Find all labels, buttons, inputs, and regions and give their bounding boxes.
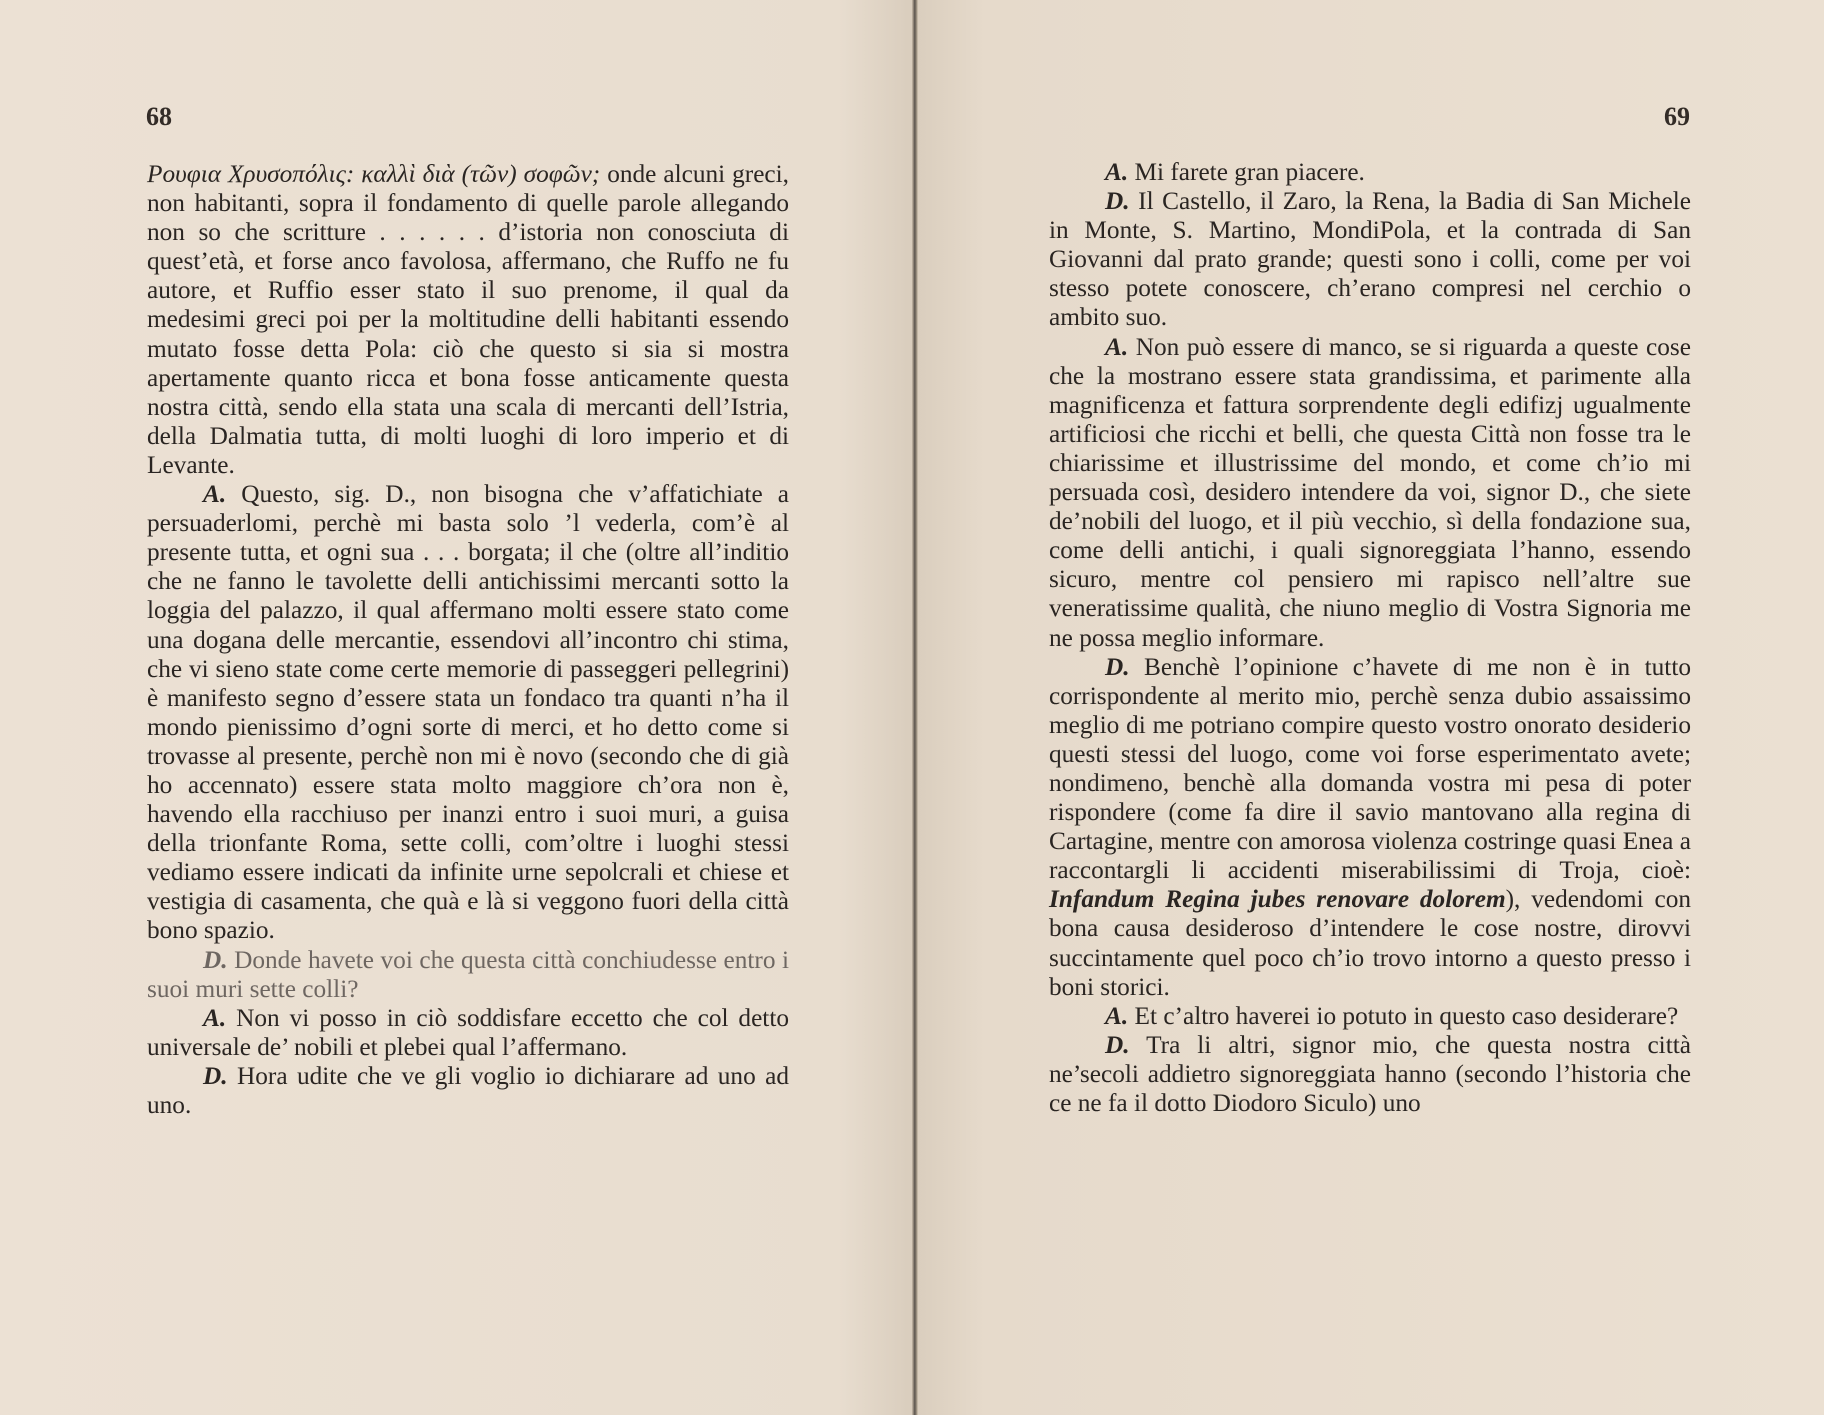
paragraph-text: Il Castello, il Zaro, la Rena, la Badia di San Michele in Monte, S. Martino, MondiPola, et la contrada di San Giovanni dal prato grande; questi sono i colli, come per voi stesso potete conoscere, ch’erano compresi nel cerchio o ambito suo.: [1049, 187, 1691, 332]
speaker-label: D.: [203, 1061, 228, 1090]
paragraph: [1049, 1002, 1691, 1031]
paragraph-text: Benchè l’opinione c’havete di me non è in tutto corrispondente al merito mio, perchè senza dubio assaissimo meglio di me potriano compire questo vostro onorato desiderio questi stessi del luogo, come voi forse esperimentato avete; nondimeno, benchè alla domanda vostra mi pesa di poter rispondere (come fa dire il savio mantovano alla regina di Cartagine, mentre con amorosa violenza costringe quasi Enea a raccontargli li accidenti miserabilissimi di Troja, cioè:: [1049, 652, 1691, 885]
paragraph: [1049, 653, 1691, 1002]
page-number: 68: [146, 102, 172, 131]
paragraph: [1049, 333, 1691, 653]
page-body: [1049, 158, 1691, 1118]
paragraph-text: Non vi posso in ciò soddisfare eccetto che col detto universale de’ nobili et plebei qual l’affermano.: [147, 1003, 789, 1061]
paragraph-text: Hora udite che ve gli voglio io dichiarare ad uno ad uno.: [147, 1061, 789, 1119]
paragraph-text: Tra li altri, signor mio, che questa nostra città ne’secoli addietro signoreggiata hanno (secondo l’historia che ce ne fa il dotto Diodoro Siculo) uno: [1049, 1030, 1691, 1117]
paragraph: [147, 480, 789, 946]
greek-phrase: Ρουφια Χρυσοπόλις: καλλὶ διὰ (τῶν) σοφῶν;: [147, 160, 601, 188]
latin-quote: Infandum Regina jubes renovare dolorem: [1049, 885, 1506, 914]
paragraph-text: Donde havete voi che questa città conchiudesse entro i suoi muri sette colli?: [147, 945, 789, 1003]
paragraph: [1049, 187, 1691, 332]
speaker-label: A.: [203, 1003, 227, 1032]
speaker-label: A.: [1105, 158, 1129, 186]
paragraph: [147, 160, 789, 480]
paragraph: [1049, 1031, 1691, 1118]
page-number: 69: [1664, 102, 1690, 131]
page-body: [147, 160, 789, 1120]
paragraph-text: Et c’altro haverei io potuto in questo caso desiderare?: [1128, 1001, 1679, 1030]
speaker-label: D.: [1105, 187, 1130, 216]
speaker-label: A.: [1105, 1001, 1129, 1030]
paragraph-text: ), vedendomi con bona causa desideroso d’intendere le cose nostre, dirovvi succintamente quel poco ch’io trovo intorno a questo presso i boni storici.: [1049, 885, 1691, 1001]
paragraph: [147, 1004, 789, 1062]
speaker-label: A.: [1105, 332, 1129, 361]
speaker-label: A.: [203, 480, 227, 509]
paragraph: [147, 1062, 789, 1120]
paragraph-text: Mi farete gran piacere.: [1128, 158, 1365, 186]
paragraph-text: Non può essere di manco, se si riguarda a queste cose che la mostrano essere stata grandissima, et parimente alla magnificenza et fattura sorprendente degli edifizj ugualmente artificiosi che ricchi et belli, che questa Città non fosse tra le chiarissime et illustrissime del mondo, et come ch’io mi persuada così, desidero intendere da voi, signor D., che siete de’nobili del luogo, et il più vecchio, sì della fondazione sua, come delli antichi, i quali signoreggiata l’hanno, essendo sicuro, mentre col pensiero mi rapisco nell’altre sue veneratissime qualità, che niuno meglio di Vostra Signoria me ne possa meglio informare.: [1049, 332, 1691, 652]
speaker-label: D.: [1105, 652, 1130, 681]
paragraph: [147, 946, 789, 1004]
paragraph-text: Questo, sig. D., non bisogna che v’affatichiate a persuaderlomi, perchè mi basta solo ’l vederla, com’è al presente tutta, et ogni sua . . . borgata; il che (oltre all’inditio che ne fanno le tavolette delli antichissimi mercanti sotto la loggia del palazzo, il qual affermano molti essere stato come una dogana delle mercantie, essendovi all’incontro chi stima, che vi sieno state come certe memorie di passeggeri pellegrini) è manifesto segno d’essere stata un fondaco tra quanti n’ha il mondo pienissimo d’ogni sorte di merci, et ho detto come si trovasse al presente, perchè non mi è novo (secondo che di già ho accennato) essere stata molto maggiore ch’ora non è, havendo ella racchiuso per inanzi entro i suoi muri, a guisa della trionfante Roma, sette colli, com’oltre i luoghi stessi vediamo essere indicati da infinite urne sepolcrali et chiese et vestigia di casamenta, che quà e là si veggono fuori della città bono spazio.: [147, 480, 789, 945]
right-page: [918, 0, 1824, 1415]
paragraph: [1049, 158, 1691, 187]
speaker-label: D.: [203, 945, 228, 974]
paragraph-text: onde alcuni greci, non habitanti, sopra il fondamento di quelle parole allegando non so che scritture . . . . . . d’istoria non conosciuta di quest’età, et forse anco favolosa, affermano, che Ruffo ne fu autore, et Ruffio esser stato il suo prenome, il qual da medesimi greci poi per la moltitudine delli habitanti essendo mutato fosse detta Pola: ciò che questo si sia si mostra apertamente quanto ricca et bona fosse anticamente questa nostra città, sendo ella stata una scala di mercanti dell’Istria, della Dalmatia tutta, di molti luoghi di loro imperio et di Levante.: [147, 160, 789, 479]
speaker-label: D.: [1105, 1030, 1130, 1059]
